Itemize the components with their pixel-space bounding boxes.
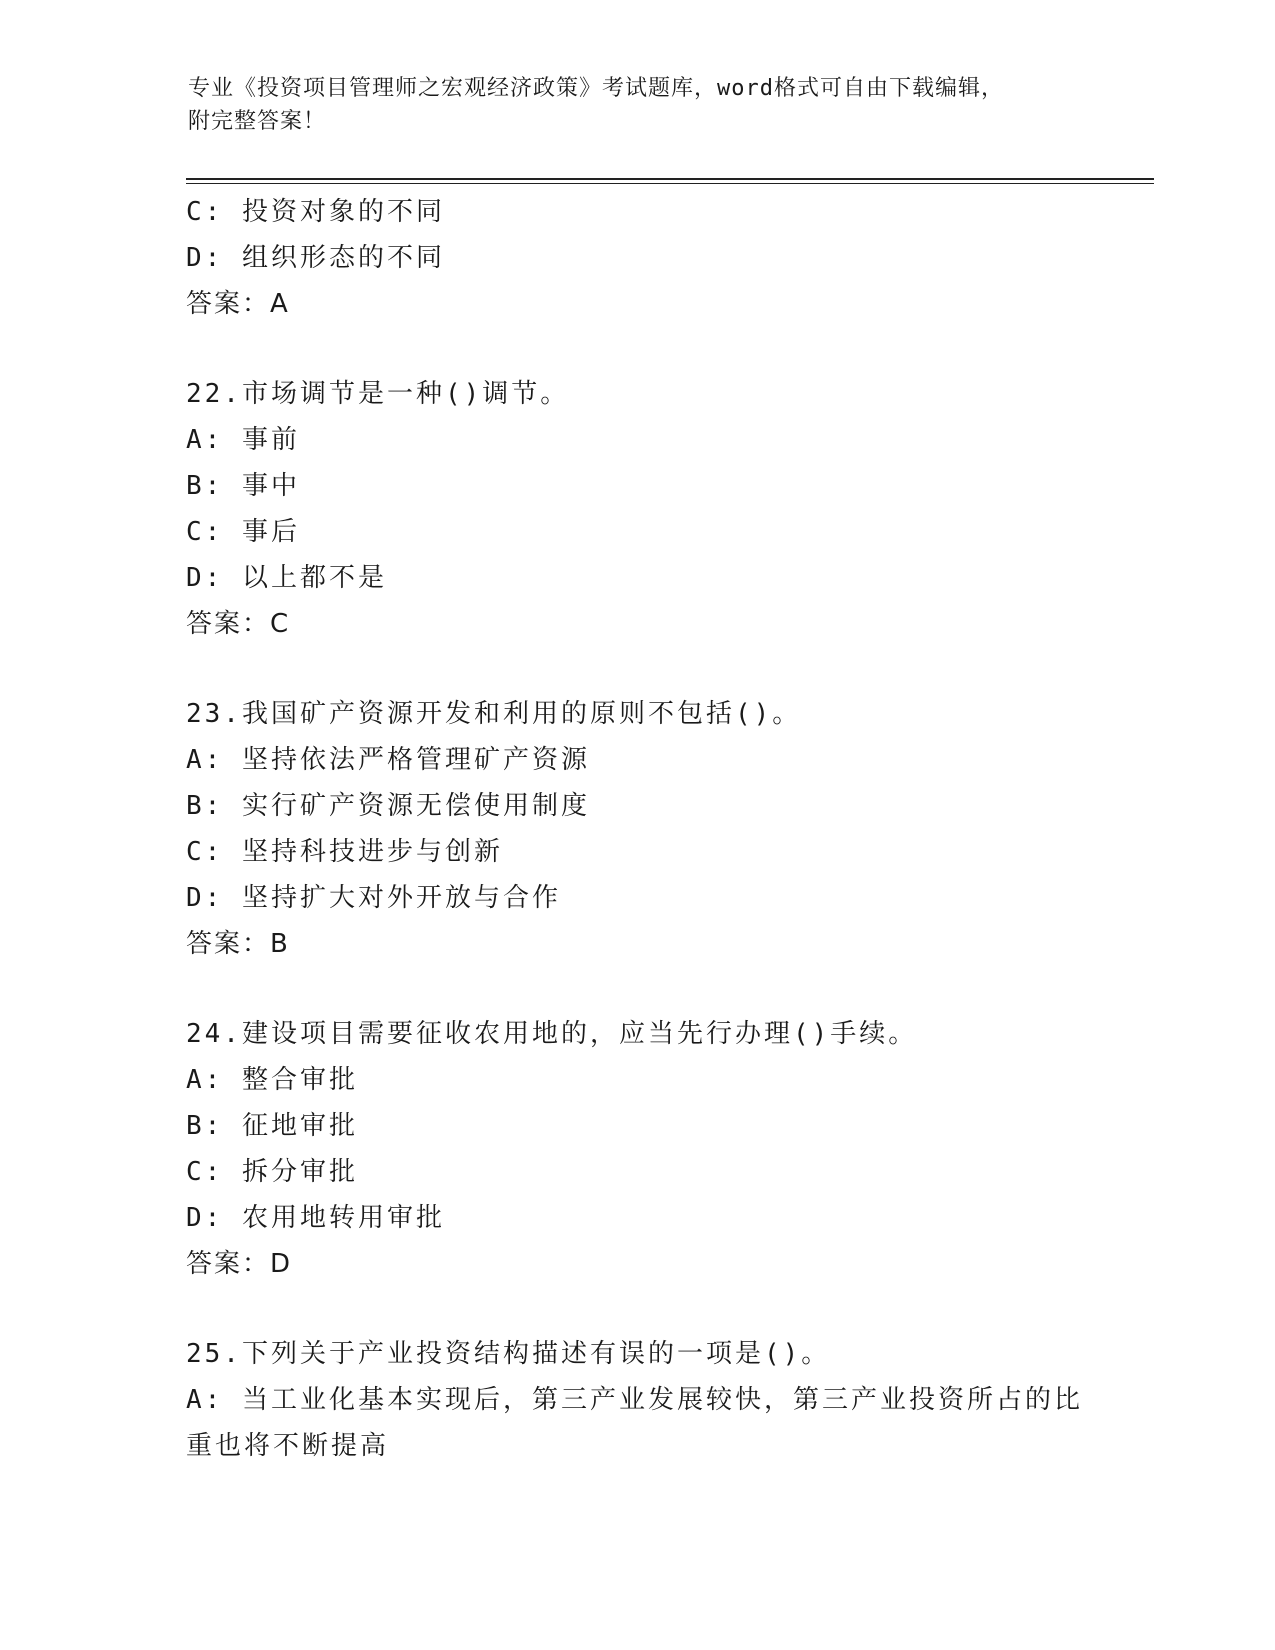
option-c: C: 拆分审批 [186, 1157, 358, 1187]
answer: 答案：C [186, 609, 291, 639]
option-b: B: 实行矿产资源无偿使用制度 [186, 791, 590, 821]
header-rule-thin [186, 183, 1154, 184]
question-24 [186, 1011, 1086, 1287]
option-c: C: 坚持科技进步与创新 [186, 837, 503, 867]
option-d: D: 坚持扩大对外开放与合作 [186, 883, 561, 913]
document-header [188, 72, 1088, 138]
question-stem: 24.建设项目需要征收农用地的，应当先行办理()手续。 [186, 1019, 918, 1049]
option-a-line-2: 重也将不断提高 [186, 1431, 390, 1461]
question-22 [186, 371, 1086, 647]
option-b: B: 事中 [186, 471, 300, 501]
answer: 答案：D [186, 1249, 293, 1279]
question-stem: 22.市场调节是一种()调节。 [186, 379, 570, 409]
header-line-1: 专业《投资项目管理师之宏观经济政策》考试题库，word格式可自由下载编辑， [188, 76, 1004, 101]
question-25 [186, 1331, 1086, 1469]
option-d: D: 以上都不是 [186, 563, 387, 593]
header-rule [186, 178, 1154, 180]
option-b: B: 征地审批 [186, 1111, 358, 1141]
option-d: D: 组织形态的不同 [186, 243, 445, 273]
question-list [186, 189, 1086, 1469]
option-d: D: 农用地转用审批 [186, 1203, 445, 1233]
option-a-line-1: A: 当工业化基本实现后，第三产业发展较快，第三产业投资所占的比 [186, 1385, 1083, 1415]
question-23 [186, 691, 1086, 967]
question-stem: 25.下列关于产业投资结构描述有误的一项是()。 [186, 1339, 831, 1369]
question-stem: 23.我国矿产资源开发和利用的原则不包括()。 [186, 699, 802, 729]
header-line-2: 附完整答案！ [188, 109, 327, 134]
option-a: A: 事前 [186, 425, 300, 455]
answer: 答案：A [186, 289, 290, 319]
option-c: C: 事后 [186, 517, 300, 547]
option-c: C: 投资对象的不同 [186, 197, 445, 227]
option-a: A: 坚持依法严格管理矿产资源 [186, 745, 590, 775]
previous-question-block [186, 189, 1086, 327]
answer: 答案：B [186, 929, 290, 959]
option-a: A: 整合审批 [186, 1065, 358, 1095]
